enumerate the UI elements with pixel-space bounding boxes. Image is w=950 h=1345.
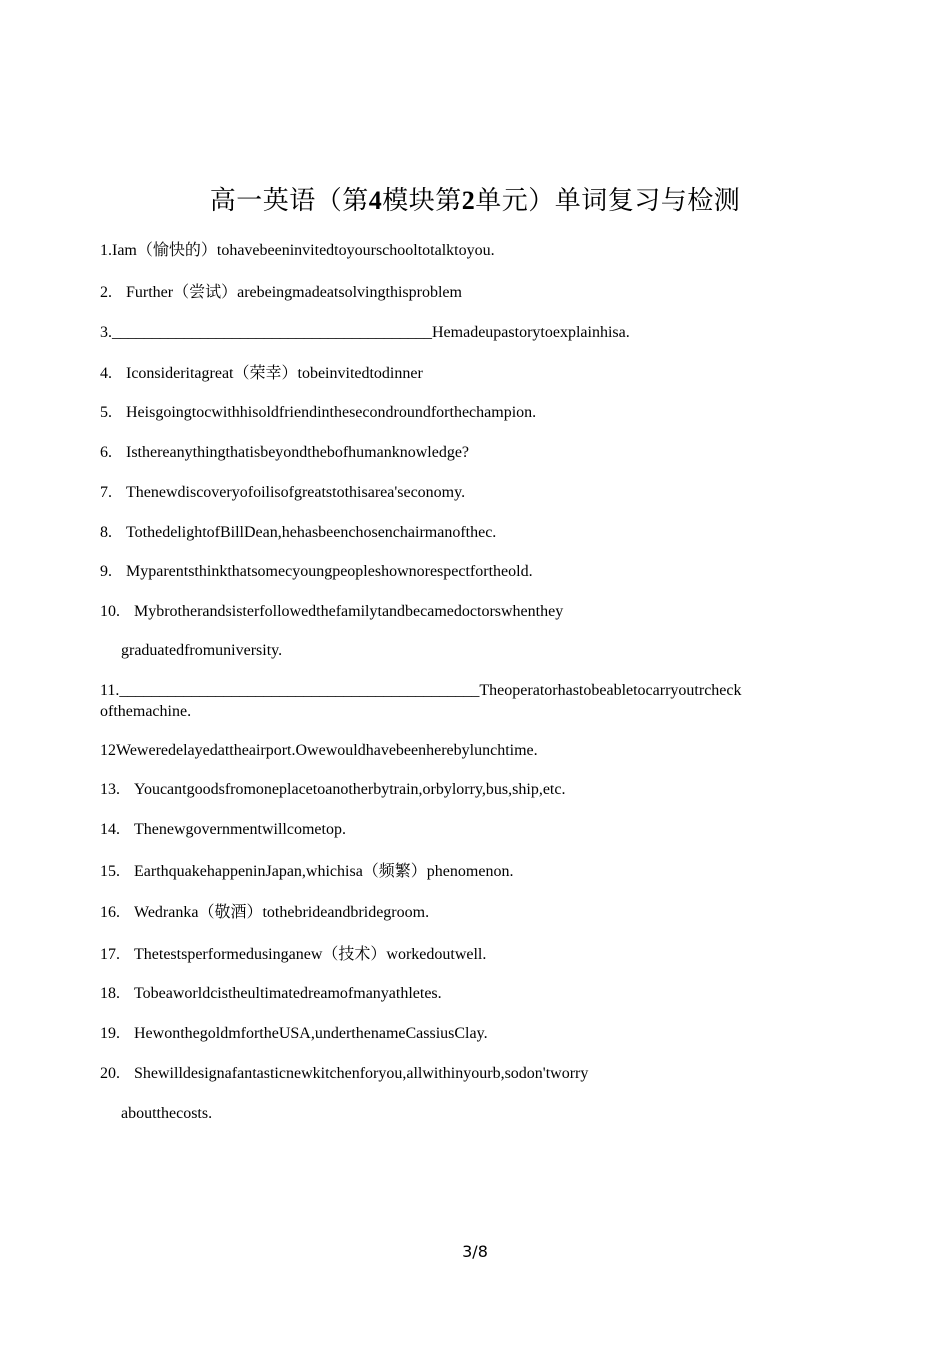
question-number: 13. <box>100 781 120 798</box>
question-number: 8. <box>100 524 112 541</box>
question-18 <box>100 984 442 1004</box>
question-12 <box>100 741 538 761</box>
question-4 <box>100 364 423 384</box>
question-text: Weweredelayedattheairport.Owewouldhavebeenherebylunchtime. <box>116 742 538 759</box>
question-number: 14. <box>100 821 120 838</box>
question-8 <box>100 523 496 543</box>
question-10-continuation: graduatedfromuniversity. <box>121 642 283 659</box>
question-5 <box>100 403 536 423</box>
question-14 <box>100 820 346 840</box>
question-6 <box>100 443 469 463</box>
question-text: Myparentsthinkthatsomecyoungpeopleshownorespectfortheold. <box>126 563 533 580</box>
answer-blank: _____________________________________________ <box>119 682 480 699</box>
answer-blank: ________________________________________ <box>112 324 432 341</box>
question-text: Thenewdiscoveryofoilisofgreatstothisarea'seconomy. <box>126 484 466 501</box>
question-number: 4. <box>100 365 112 382</box>
question-3 <box>100 323 630 343</box>
question-20-continuation: aboutthecosts. <box>121 1105 213 1122</box>
question-number: 16. <box>100 904 120 921</box>
question-1 <box>100 241 495 261</box>
page-number: 3/8 <box>462 1242 488 1261</box>
question-number: 6. <box>100 444 112 461</box>
question-text: Youcantgoodsfromoneplacetoanotherbytrain,orbylorry,bus,ship,etc. <box>134 781 566 798</box>
question-text: Further（尝试）arebeingmadeatsolvingthisproblem <box>126 284 462 301</box>
question-2 <box>100 283 462 303</box>
question-text: Thetestsperformedusinganew（技术）workedoutwell. <box>134 946 487 963</box>
question-text: TothedelightofBillDean,hehasbeenchosenchairmanofthec. <box>126 524 497 541</box>
question-number: 10. <box>100 603 120 620</box>
page-title <box>0 184 950 218</box>
title-prefix: 高一英语（第 <box>209 186 369 215</box>
question-text: Wedranka（敬酒）tothebrideandbridegroom. <box>134 904 430 921</box>
question-text: Tobeaworldcistheultimatedreamofmanyathletes. <box>134 985 442 1002</box>
question-text: Iam（愉快的）tohavebeeninvitedtoyourschooltotalktoyou. <box>112 242 495 259</box>
title-middle: 模块第 <box>382 186 462 215</box>
question-number: 2. <box>100 284 112 301</box>
question-11-continuation: ofthemachine. <box>100 703 192 720</box>
question-number: 7. <box>100 484 112 501</box>
question-9 <box>100 562 533 582</box>
title-suffix: 单元）单词复习与检测 <box>475 186 741 215</box>
question-text: Hemadeupastorytoexplainhisa. <box>432 324 630 341</box>
question-number: 15. <box>100 863 120 880</box>
question-text: Isthereanythingthatisbeyondthebofhumanknowledge? <box>126 444 470 461</box>
question-number: 5. <box>100 404 112 421</box>
question-number: 20. <box>100 1065 120 1082</box>
title-unit-number: 2 <box>461 186 476 215</box>
question-text: Thenewgovernmentwillcometop. <box>134 821 346 838</box>
question-text: EarthquakehappeninJapan,whichisa（频繁）phenomenon. <box>134 863 514 880</box>
title-module-number: 4 <box>368 186 383 215</box>
question-15 <box>100 862 513 882</box>
question-text: Iconsideritagreat（荣幸）tobeinvitedtodinner <box>126 365 423 382</box>
question-text: Theoperatorhastobeabletocarryoutrcheck <box>479 682 742 699</box>
question-7 <box>100 483 465 503</box>
question-16 <box>100 903 429 923</box>
question-11 <box>100 681 742 701</box>
question-number: 18. <box>100 985 120 1002</box>
question-text: Shewilldesignafantasticnewkitchenforyou,allwithinyourb,sodon'tworry <box>134 1065 589 1082</box>
question-number: 12 <box>100 742 116 759</box>
question-number: 11. <box>100 682 120 699</box>
question-number: 3. <box>100 324 112 341</box>
question-10 <box>100 602 563 622</box>
question-17 <box>100 945 486 965</box>
question-text: HewonthegoldmfortheUSA,underthenameCassiusClay. <box>134 1025 488 1042</box>
question-number: 17. <box>100 946 120 963</box>
question-text: Mybrotherandsisterfollowedthefamilytandbecamedoctorswhenthey <box>134 603 564 620</box>
question-text: Heisgoingtocwithhisoldfriendinthesecondroundforthechampion. <box>126 404 537 421</box>
question-13 <box>100 780 565 800</box>
question-number: 9. <box>100 563 112 580</box>
question-20 <box>100 1064 588 1084</box>
question-number: 19. <box>100 1025 120 1042</box>
question-number: 1. <box>100 242 112 259</box>
question-19 <box>100 1024 488 1044</box>
